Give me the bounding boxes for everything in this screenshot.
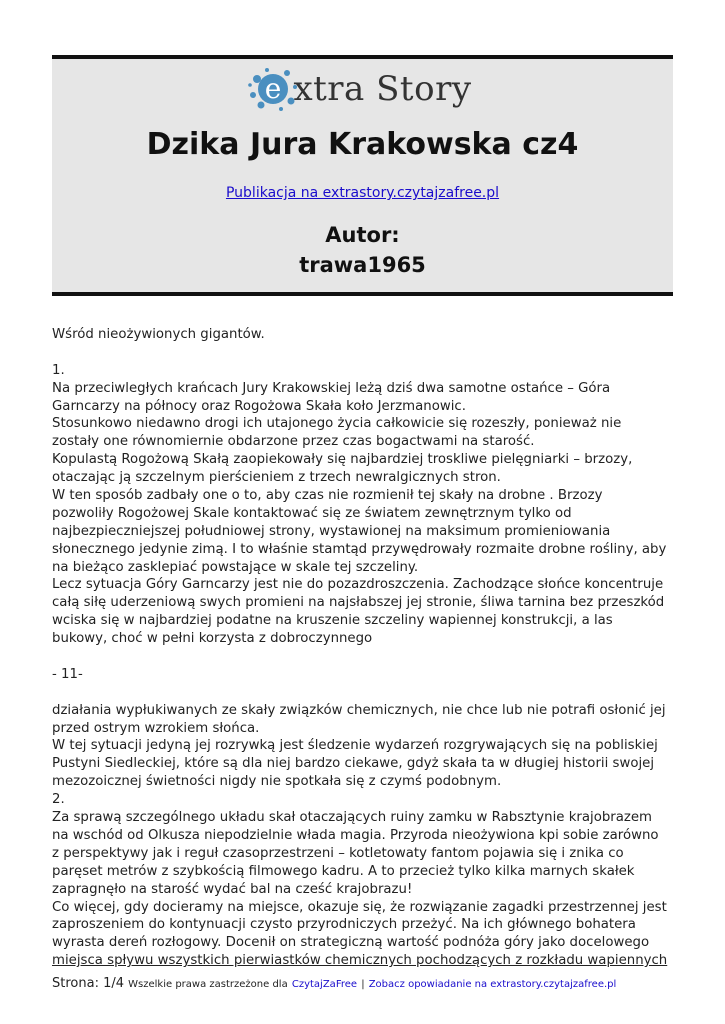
blank-line: [52, 648, 677, 666]
text-line: paręset metrów z szybkością filmowego kadru. A to przecież tylko kilka marnych skałek: [52, 863, 635, 879]
page-footer: [52, 976, 616, 991]
svg-text:e: e: [265, 72, 282, 105]
text-line: działania wypłukiwanych ze skały związków chemicznych, nie chce lub nie potrafi osłonić jej: [52, 702, 666, 718]
document-header: [52, 55, 673, 296]
text-line: mezozoicznej świetności nigdy nie spotkała się z czymś podobnym.: [52, 774, 502, 790]
text-line: najbezpieczniejszej południowej strony, wystawionej na maksimum promieniowania: [52, 523, 611, 539]
story-link[interactable]: Zobacz opowiadanie na extrastory.czytajzafree.pl: [368, 979, 617, 990]
text-line: otaczając ją szczelnym pierścieniem z trzech newralgicznych stron.: [52, 470, 501, 486]
text-line: wciska się w najbardziej podatne na kruszenie szczeliny wapiennej konstrukcji, a las: [52, 613, 613, 629]
text-line: słonecznego jedynie zimą. I to właśnie stamtąd przywędrowały rozmaite drobne rośliny, aby: [52, 541, 667, 557]
author-name: trawa1965: [299, 253, 426, 277]
text-line: Co więcej, gdy docieramy na miejsce, okazuje się, że rozwiązanie zagadki przestrzennej jest: [52, 899, 667, 915]
rights-text: Wszelkie prawa zastrzeżone dla: [128, 979, 288, 990]
text-line: na bieżąco zasklepiać powstające w skale tej szczeliny.: [52, 559, 419, 575]
blank-line: [52, 684, 677, 702]
text-line: Lecz sytuacja Góry Garncarzy jest nie do pozazdroszczenia. Zachodzące słońce koncentruje: [52, 577, 664, 593]
text-line: zostały one równomiernie obdarzone przez czas bogactwami na starość.: [52, 434, 535, 450]
text-line: pozwoliły Rogożowej Skale kontaktować się ze światem zewnętrznym tylko od: [52, 505, 572, 521]
logo-text: xtra Story: [293, 69, 472, 109]
text-line: 2.: [52, 792, 65, 808]
splash-e-logo-icon: [247, 65, 299, 113]
text-line: Wśród nieożywionych gigantów.: [52, 327, 265, 342]
text-line: 1.: [52, 362, 65, 378]
text-line: Garncarzy na północy oraz Rogożowa Skała koło Jerzmanowic.: [52, 398, 466, 414]
story-body: [52, 326, 677, 970]
text-line: W tej sytuacji jedyną jej rozrywką jest śledzenie wydarzeń rozgrywających się na pobliskiej: [52, 738, 658, 754]
extra-story-logo[interactable]: [52, 65, 673, 113]
page-title: Dzika Jura Krakowska cz4: [146, 127, 579, 162]
text-line: całą siłę uderzeniową swych promieni na najsłabszej jej stronie, śliwa tarnina bez przeszkód: [52, 595, 665, 611]
text-line: bukowy, choć w pełni korzysta z dobroczynnego: [52, 631, 373, 647]
publication-link[interactable]: Publikacja na extrastory.czytajzafree.pl: [225, 185, 500, 201]
brand-link[interactable]: CzytajZaFree: [291, 979, 358, 990]
text-line: Stosunkowo niedawno drogi ich utajonego życia całkowicie się rozeszły, ponieważ nie: [52, 416, 622, 432]
text-line: na wschód od Olkusza niepodzielnie włada magia. Przyroda nieożywiona kpi sobie zarówno: [52, 827, 659, 843]
footer-separator: |: [361, 979, 365, 990]
text-line: Pustyni Siedleckiej, które są dla niej bardzo ciekawe, gdyż skała ta w długiej historii swojej: [52, 756, 655, 772]
text-line: Kopulastą Rogożową Skałą zaopiekowały się najbardziej troskliwe pielęgniarki – brzozy,: [52, 452, 633, 468]
text-line: Na przeciwległych krańcach Jury Krakowskiej leżą dziś dwa samotne ostańce – Góra: [52, 380, 611, 396]
text-line: miejsca spływu wszystkich pierwiastków chemicznych pochodzących z rozkładu wapiennych: [52, 953, 668, 969]
text-line: przed ostrym wzrokiem słońca.: [52, 720, 260, 736]
page-number: Strona: 1/4: [52, 976, 125, 991]
text-line: zaproszeniem do kontynuacji czysto przyrodniczych przeżyć. Na ich głównego bohatera: [52, 917, 636, 933]
text-line: zapragnęło na starość wydać bal na cześć krajobrazu!: [52, 881, 413, 897]
text-line: Za sprawą szczególnego układu skał otaczających ruiny zamku w Rabsztynie krajobrazem: [52, 810, 653, 826]
author-label: Autor:: [325, 223, 400, 247]
text-line: W ten sposób zadbały one o to, aby czas nie rozmienił tej skały na drobne . Brzozy: [52, 488, 603, 504]
text-line: - 11-: [52, 666, 83, 682]
blank-line: [52, 344, 677, 362]
text-line: z perspektywy jak i reguł czasoprzestrzeni – kotletowaty fantom pojawia się i znika co: [52, 845, 624, 861]
text-line: wyrasta dereń rozłogowy. Docenił on strategiczną wartość podnóża góry jako docelowego: [52, 935, 650, 951]
